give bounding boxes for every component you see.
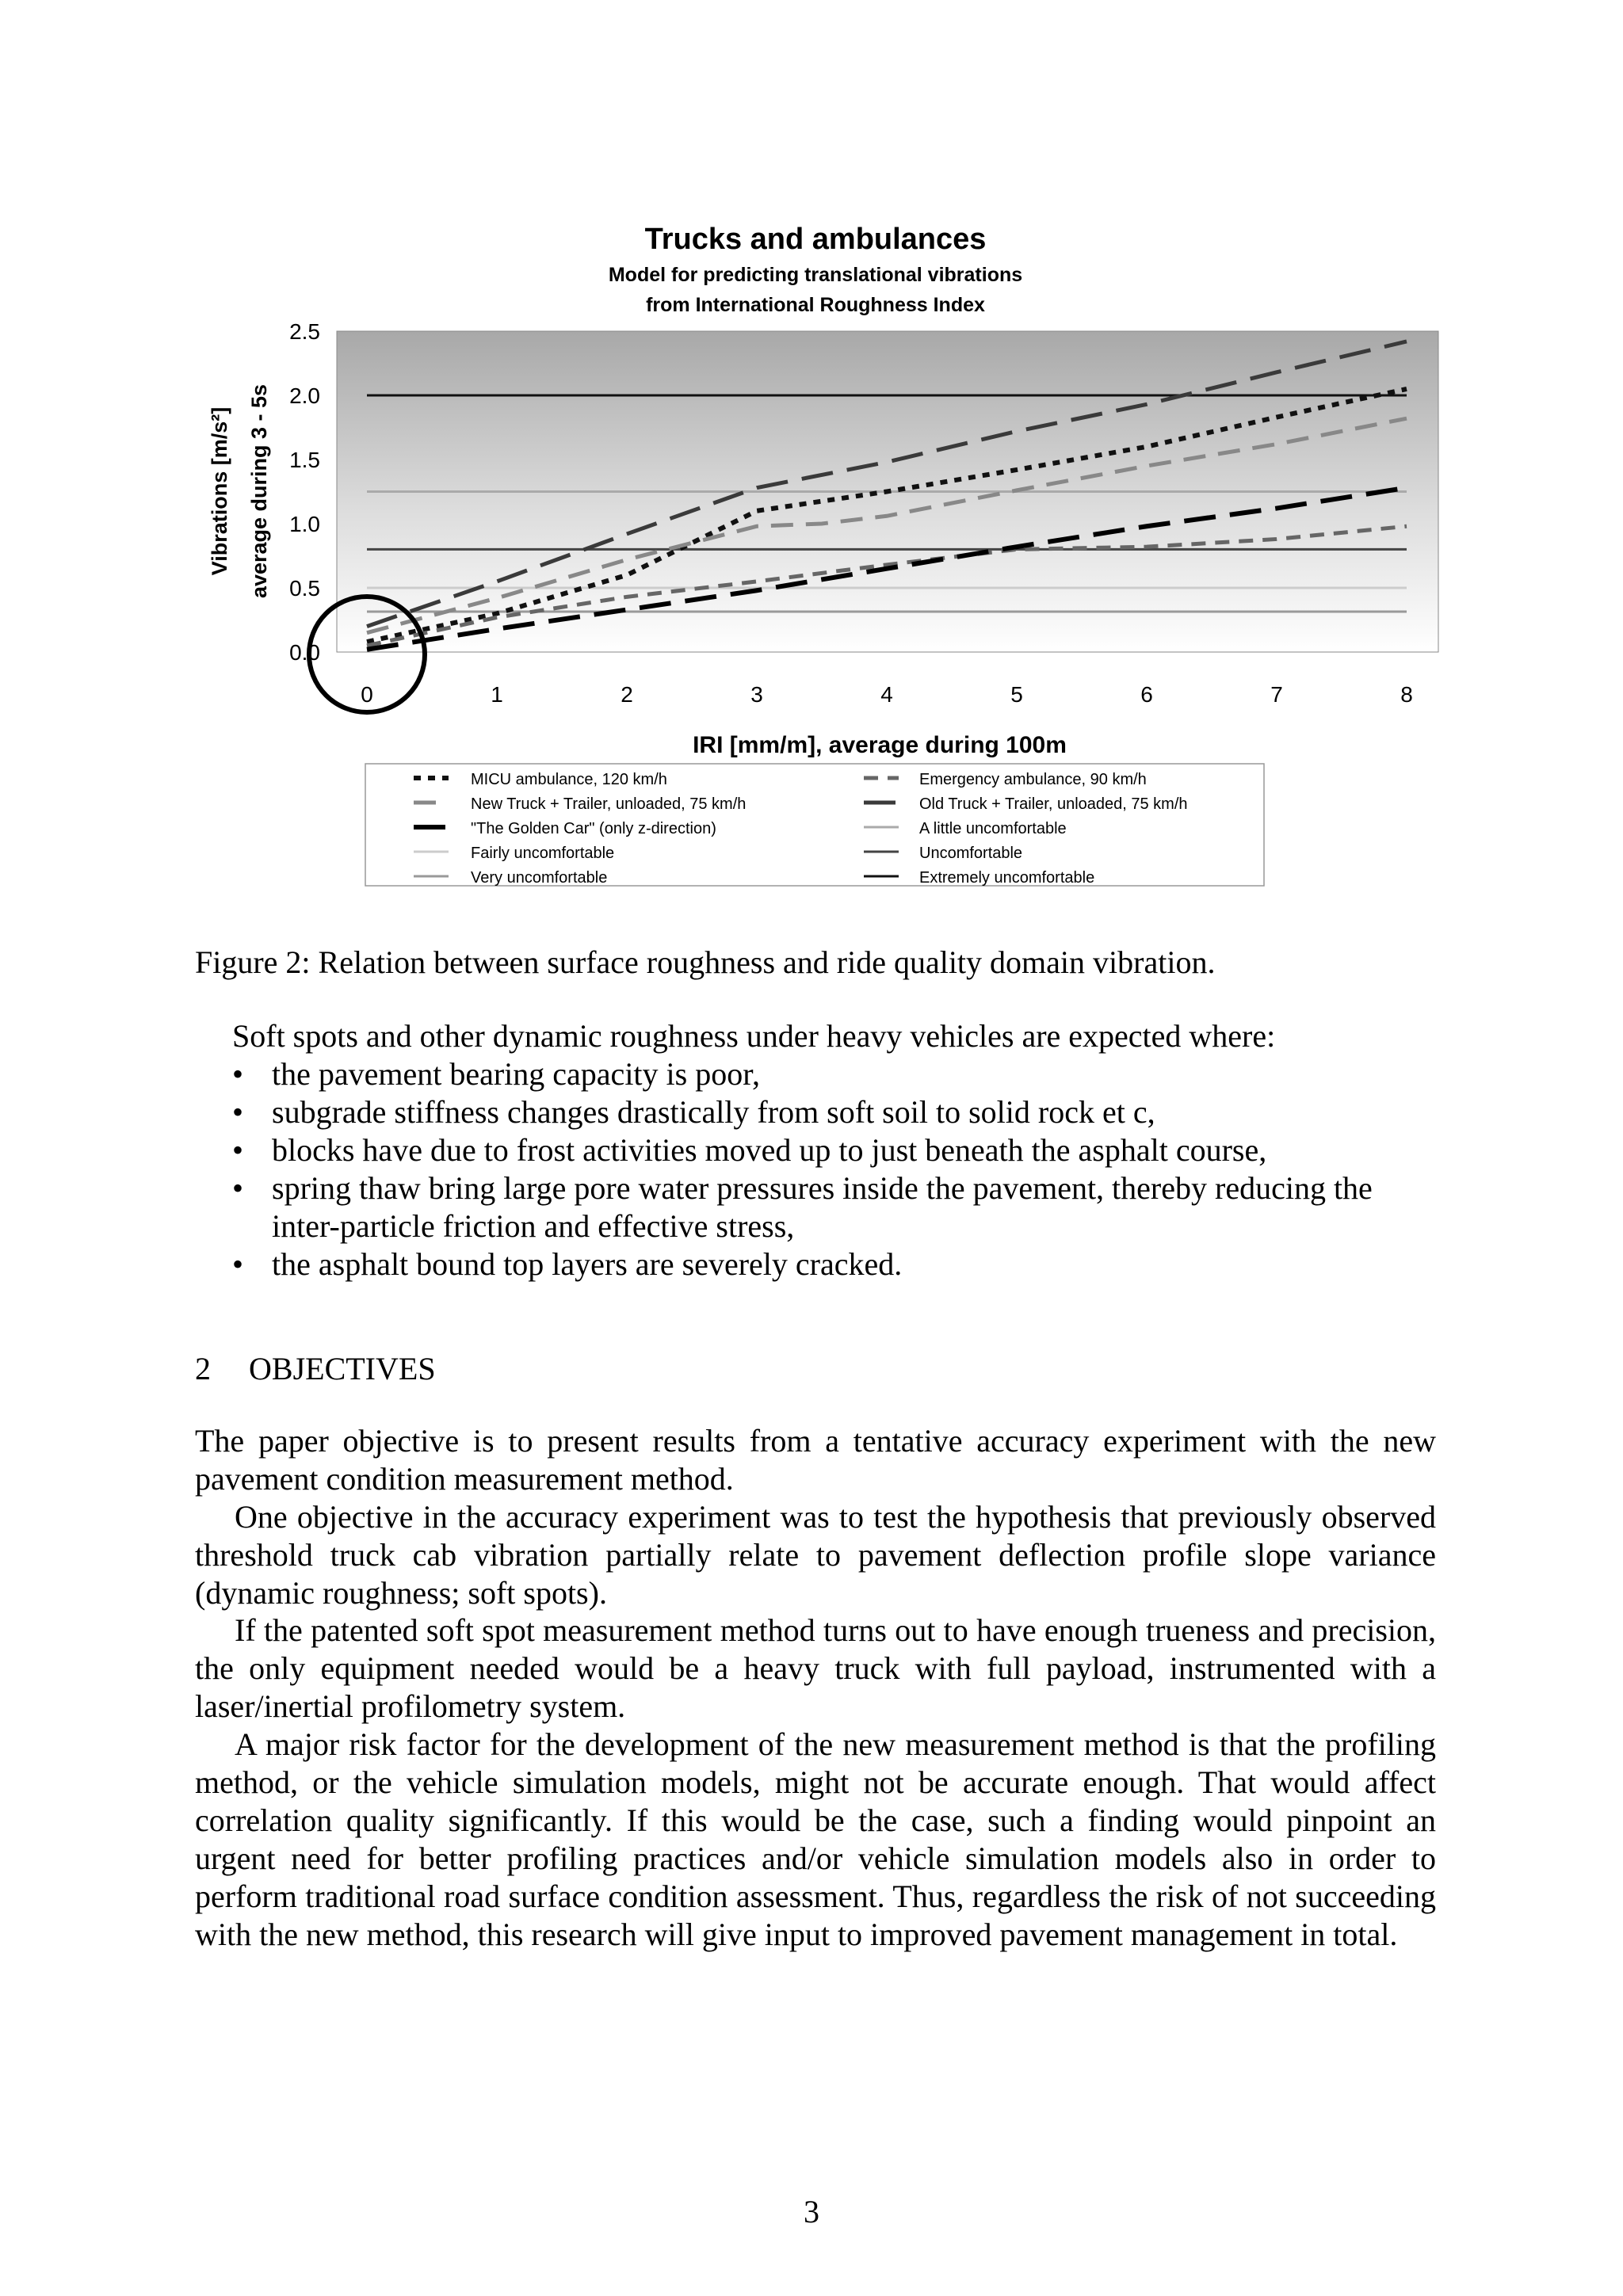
list-item-text: the asphalt bound top layers are severely cracked. xyxy=(272,1246,903,1282)
x-tick-label: 8 xyxy=(1400,682,1413,707)
legend-label: "The Golden Car" (only z-direction) xyxy=(471,820,716,837)
chart-title: Trucks and ambulances xyxy=(644,223,987,256)
y-axis-label-1: Vibrations [m/s²] xyxy=(208,406,231,576)
x-tick-label: 1 xyxy=(491,682,503,707)
section-heading xyxy=(195,1350,436,1388)
x-tick-label: 6 xyxy=(1140,682,1153,707)
chart-subtitle-line-2: from International Roughness Index xyxy=(646,294,985,316)
legend-label: Uncomfortable xyxy=(919,845,1023,862)
figure-chart xyxy=(0,0,1623,903)
page-number: 3 xyxy=(804,2194,819,2229)
legend-label: Very uncomfortable xyxy=(471,869,608,887)
bullet-symbol: • xyxy=(232,1246,244,1282)
bullet-symbol: • xyxy=(232,1170,244,1206)
x-tick-label: 5 xyxy=(1010,682,1023,707)
bullet-symbol: • xyxy=(232,1094,244,1130)
paragraph: If the patented soft spot measurement method turns out to have enough trueness and precision, the only equipment needed would be a heavy truck with full payload, instrumented with a laser/inertial profilometry system. xyxy=(195,1612,1436,1724)
list-item xyxy=(232,1131,1437,1169)
list-item xyxy=(232,1169,1437,1245)
x-tick-label: 4 xyxy=(880,682,893,707)
legend-label: MICU ambulance, 120 km/h xyxy=(471,771,667,788)
x-tick-label: 3 xyxy=(750,682,763,707)
chart-subtitle-line-1: Model for predicting translational vibrations xyxy=(608,264,1023,286)
x-tick-label: 0 xyxy=(361,682,373,707)
list-item-text: the pavement bearing capacity is poor, xyxy=(272,1056,760,1092)
legend-label: Fairly uncomfortable xyxy=(471,845,615,862)
legend-label: Extremely uncomfortable xyxy=(919,869,1095,887)
x-tick-label: 2 xyxy=(621,682,633,707)
paragraph: The paper objective is to present results from a tentative accuracy experiment with the new pavement condition measurement method. xyxy=(195,1423,1436,1497)
paragraph: One objective in the accuracy experiment was to test the hypothesis that previously observed threshold truck cab vibration partially relate to pavement deflection profile slope variance (dynamic roughness; soft spots). xyxy=(195,1499,1436,1611)
y-tick-label: 2.0 xyxy=(289,383,320,408)
list-item-text: spring thaw bring large pore water pressures inside the pavement, thereby reducing the inter-particle friction and effective stress, xyxy=(272,1170,1373,1244)
y-tick-label: 1.5 xyxy=(289,448,320,472)
list-item xyxy=(232,1055,1437,1093)
y-tick-label: 0.5 xyxy=(289,576,320,601)
section-title: OBJECTIVES xyxy=(249,1351,436,1386)
legend-label: Emergency ambulance, 90 km/h xyxy=(919,771,1147,788)
x-axis-label: IRI [mm/m], average during 100m xyxy=(693,732,1067,758)
bullet-symbol: • xyxy=(232,1056,244,1092)
list-item-text: blocks have due to frost activities moved up to just beneath the asphalt course, xyxy=(272,1132,1267,1168)
x-tick-label: 7 xyxy=(1270,682,1283,707)
y-tick-label: 1.0 xyxy=(289,512,320,536)
paragraph: A major risk factor for the development of the new measurement method is that the profiling method, or the vehicle simulation models, might not be accurate enough. That would affect correlation quality significantly. If this would be the case, such a finding would pinpoint an urgent need for better profiling practices and/or vehicle simulation models also in order to perform traditional road surface condition assessment. Thus, regardless the risk of not succeeding with the new method, this research will give input to improved pavement management in total. xyxy=(195,1726,1436,1952)
y-axis-label-2: average during 3 - 5s xyxy=(247,383,271,599)
intro-sentence: Soft spots and other dynamic roughness under heavy vehicles are expected where: xyxy=(232,1018,1276,1054)
list-item-text: subgrade stiffness changes drastically from soft soil to solid rock et c, xyxy=(272,1094,1155,1130)
list-item xyxy=(232,1093,1437,1131)
y-tick-label: 2.5 xyxy=(289,319,320,344)
bullet-list xyxy=(232,1055,1437,1283)
bullet-symbol: • xyxy=(232,1132,244,1168)
legend-label: A little uncomfortable xyxy=(919,820,1067,837)
section-number: 2 xyxy=(195,1351,211,1386)
figure-caption: Figure 2: Relation between surface roughness and ride quality domain vibration. xyxy=(195,944,1216,980)
y-tick-label: 0.0 xyxy=(289,640,320,665)
list-item xyxy=(232,1245,1437,1283)
legend-label: Old Truck + Trailer, unloaded, 75 km/h xyxy=(919,795,1188,813)
legend-label: New Truck + Trailer, unloaded, 75 km/h xyxy=(471,795,747,813)
